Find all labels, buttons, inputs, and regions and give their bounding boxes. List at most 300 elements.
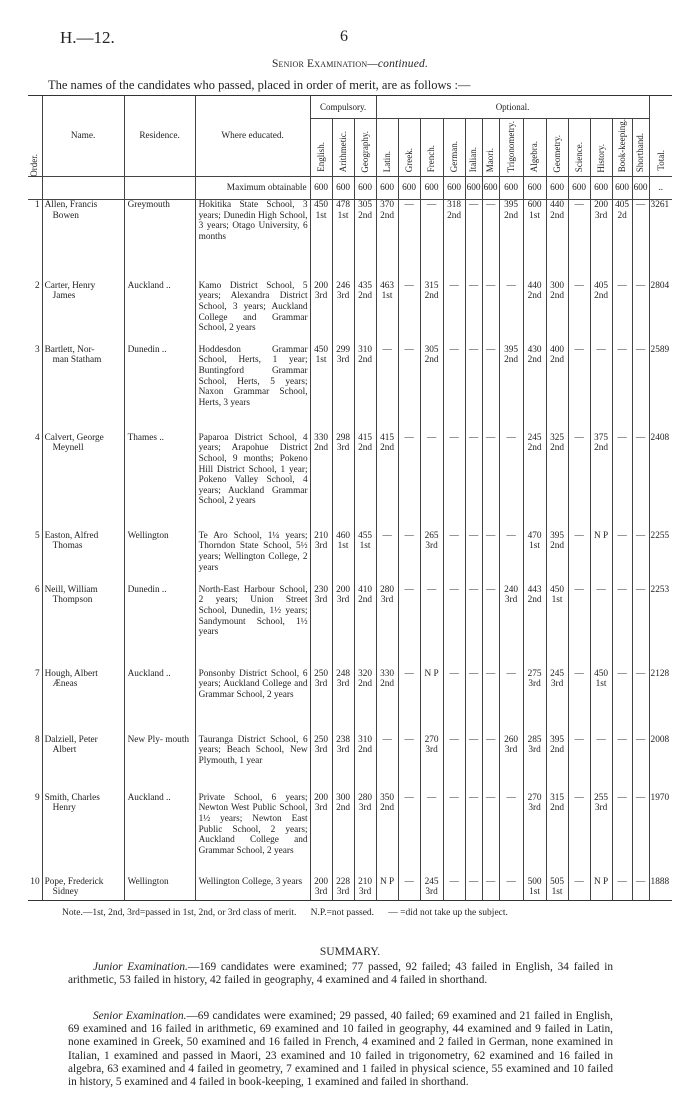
mark-score: — <box>382 734 392 745</box>
header-total: Total. <box>649 96 672 177</box>
max-value: 600 <box>568 177 590 200</box>
mark-score: — <box>596 584 606 595</box>
mark-score: — <box>485 280 496 291</box>
mark-score: — <box>574 280 584 291</box>
residence-cell: Greymouth <box>124 200 195 281</box>
mark-cell <box>568 345 590 433</box>
header-subject <box>590 119 612 177</box>
mark-score: 478 <box>336 200 351 211</box>
mark-cell <box>523 585 546 669</box>
mark-score: — <box>449 734 459 745</box>
mark-cell <box>376 735 398 793</box>
mark-cell <box>332 345 354 433</box>
mark-score: — <box>635 668 646 679</box>
summary-title: SUMMARY. <box>319 946 381 958</box>
mark-cell <box>398 433 420 531</box>
mark-cell <box>332 281 354 345</box>
section-name: Senior Examination <box>271 58 368 70</box>
mark-cell <box>465 531 482 585</box>
mark-class: 2nd <box>358 595 373 606</box>
mark-score: 200 <box>314 792 329 803</box>
name-line-2: Sidney <box>52 887 79 898</box>
mark-score: N P <box>379 876 395 887</box>
mark-cell <box>612 531 632 585</box>
mark-cell <box>443 793 465 877</box>
mark-cell <box>612 585 632 669</box>
mark-cell <box>465 281 482 345</box>
mark-cell <box>465 200 482 281</box>
mark-score: — <box>382 344 392 355</box>
mark-cell <box>398 345 420 433</box>
mark-score: 255 <box>594 792 609 803</box>
name-line-1: Calvert, George <box>44 432 104 443</box>
subject-label: Algebra. <box>529 141 540 173</box>
mark-score: 228 <box>336 876 351 887</box>
mark-cell <box>482 281 499 345</box>
mark-score: N P <box>593 530 609 541</box>
mark-score: — <box>404 668 414 679</box>
mark-score: — <box>485 344 496 355</box>
mark-cell <box>420 669 443 735</box>
mark-cell <box>376 877 398 901</box>
max-value: 600 <box>465 177 482 200</box>
header-subject <box>310 119 332 177</box>
mark-cell <box>420 877 443 901</box>
subject-label: Book-keeping. <box>616 119 627 173</box>
mark-class: 1st <box>529 210 541 221</box>
summary-senior <box>68 1010 613 1089</box>
mark-cell <box>482 200 499 281</box>
mark-class: 1st <box>551 595 563 606</box>
mark-cell <box>612 793 632 877</box>
where-educated-cell: Te Aro School, 1¼ years; Thorndon State School, 5½ years; Wellington College, 2 years <box>195 531 310 585</box>
total-cell: 2253 <box>649 585 672 669</box>
mark-score: 400 <box>550 344 565 355</box>
mark-cell <box>376 585 398 669</box>
mark-cell <box>482 345 499 433</box>
mark-cell <box>612 877 632 901</box>
mark-class: 2nd <box>358 443 373 454</box>
mark-cell <box>354 669 376 735</box>
mark-score: 246 <box>336 280 351 291</box>
max-value: 600 <box>523 177 546 200</box>
where-educated-cell: Paparoa District School, 4 years; Arapohue District School, 9 months; Pokeno Hill District School, 1 year; Pokeno Valley School, 4 years; Auckland Grammar School, 2 years <box>195 433 310 531</box>
mark-cell <box>499 669 523 735</box>
mark-score: — <box>596 734 606 745</box>
mark-score: — <box>506 876 516 887</box>
name-line-1: Dalziell, Peter <box>44 734 98 745</box>
mark-score: — <box>468 432 479 443</box>
mark-score: — <box>468 876 479 887</box>
mark-score: 395 <box>550 734 565 745</box>
mark-class: 1st <box>595 679 607 690</box>
mark-class: 3rd <box>594 803 608 814</box>
mark-score: 315 <box>550 792 565 803</box>
mark-cell <box>398 793 420 877</box>
mark-score: 370 <box>380 200 395 211</box>
intro-text: The names of the candidates who passed, placed in order of merit, are as follows :— <box>48 78 471 92</box>
page-number: 6 <box>340 28 348 45</box>
mark-cell <box>523 735 546 793</box>
table-row <box>28 735 672 793</box>
mark-class: 2nd <box>550 355 565 366</box>
mark-class: 2nd <box>358 355 373 366</box>
mark-cell <box>612 345 632 433</box>
mark-class: 3rd <box>594 210 608 221</box>
header-name: Name. <box>42 96 124 177</box>
mark-score: — <box>485 530 496 541</box>
mark-score: — <box>574 584 584 595</box>
mark-class: 3rd <box>314 679 328 690</box>
total-cell: 2589 <box>649 345 672 433</box>
mark-cell <box>590 735 612 793</box>
max-value: 600 <box>398 177 420 200</box>
subject-label: History. <box>595 143 606 173</box>
mark-class: 2nd <box>594 443 609 454</box>
mark-score: 315 <box>424 280 439 291</box>
mark-score: 245 <box>424 876 439 887</box>
name-cell <box>42 531 124 585</box>
mark-cell <box>568 735 590 793</box>
mark-class: 3rd <box>528 745 541 756</box>
mark-score: — <box>596 344 606 355</box>
residence-cell: Thames .. <box>124 433 195 531</box>
mark-score: 298 <box>336 432 351 443</box>
mark-cell <box>546 281 568 345</box>
mark-cell <box>465 669 482 735</box>
mark-score: — <box>404 876 414 887</box>
mark-score: — <box>404 530 414 541</box>
mark-score: — <box>485 200 496 211</box>
mark-cell <box>568 433 590 531</box>
section-continued: —continued. <box>367 58 429 70</box>
mark-cell <box>590 877 612 901</box>
mark-class: 2nd <box>314 443 329 454</box>
mark-class: 3rd <box>358 887 372 898</box>
mark-score: — <box>404 432 414 443</box>
mark-cell <box>354 433 376 531</box>
mark-cell <box>568 531 590 585</box>
mark-class: 3rd <box>550 679 564 690</box>
order-cell: 6 <box>34 584 40 595</box>
mark-cell <box>398 669 420 735</box>
mark-cell <box>568 793 590 877</box>
mark-cell <box>499 281 523 345</box>
mark-cell <box>420 281 443 345</box>
mark-cell <box>546 531 568 585</box>
mark-cell <box>546 433 568 531</box>
mark-cell <box>590 200 612 281</box>
mark-score: 463 <box>380 280 395 291</box>
mark-class: 3rd <box>336 745 350 756</box>
mark-score: 318 <box>447 200 462 211</box>
mark-class: 2nd <box>550 210 565 221</box>
header-subject <box>612 119 632 177</box>
mark-cell <box>310 433 332 531</box>
subject-label: Geography. <box>359 130 370 173</box>
mark-class: 2nd <box>380 803 395 814</box>
mark-class: 3rd <box>336 679 350 690</box>
mark-score: — <box>574 876 584 887</box>
mark-score: 210 <box>358 876 373 887</box>
header-residence: Residence. <box>124 96 195 177</box>
mark-score: 600 <box>527 200 542 211</box>
mark-class: 1st <box>337 210 349 221</box>
mark-score: 275 <box>527 668 542 679</box>
mark-cell <box>612 669 632 735</box>
residence-cell: Auckland .. <box>124 669 195 735</box>
mark-class: 2nd <box>380 210 395 221</box>
mark-cell <box>568 281 590 345</box>
mark-class: 2nd <box>504 210 519 221</box>
mark-cell <box>354 281 376 345</box>
name-line-2: Thompson <box>52 595 93 606</box>
mark-cell <box>482 531 499 585</box>
max-value: 600 <box>420 177 443 200</box>
mark-score: — <box>449 344 459 355</box>
max-value: 600 <box>376 177 398 200</box>
junior-text: —169 candidates were examined; 77 passed, 92 failed; 43 failed in English, 34 failed in arithmetic, 53 failed in history, 42 failed in geography, 4 examined and 4 failed in shorthand. <box>68 961 614 987</box>
mark-cell <box>376 669 398 735</box>
mark-score: — <box>468 734 479 745</box>
mark-cell <box>310 735 332 793</box>
where-educated-cell: Wellington College, 3 years <box>195 877 310 901</box>
mark-score: 210 <box>314 530 329 541</box>
mark-score: — <box>468 280 479 291</box>
where-educated-cell: North-East Harbour School, 2 years; Union Street School, Dunedin, 1½ years; Sandymount School, 1½ years <box>195 585 310 669</box>
mark-score: 470 <box>527 530 542 541</box>
table-row <box>28 200 672 281</box>
mark-score: 435 <box>358 280 373 291</box>
name-cell <box>42 281 124 345</box>
mark-score: 280 <box>380 584 395 595</box>
results-table <box>28 95 672 901</box>
mark-score: — <box>404 344 414 355</box>
mark-score: — <box>449 792 459 803</box>
name-line-2: Bowen <box>52 210 79 221</box>
header-order: Order. <box>28 96 42 177</box>
name-line-2: Albert <box>52 745 77 756</box>
mark-class: 2nd <box>594 291 609 302</box>
name-cell <box>42 345 124 433</box>
mark-cell <box>354 793 376 877</box>
mark-cell <box>499 877 523 901</box>
mark-cell <box>590 433 612 531</box>
mark-score: 395 <box>504 200 519 211</box>
mark-cell <box>310 669 332 735</box>
mark-score: 310 <box>358 344 373 355</box>
mark-score: — <box>617 792 627 803</box>
mark-cell <box>465 585 482 669</box>
mark-cell <box>465 735 482 793</box>
mark-class: 2nd <box>527 443 542 454</box>
table-row <box>28 345 672 433</box>
residence-cell: Auckland .. <box>124 793 195 877</box>
mark-score: — <box>617 668 627 679</box>
mark-cell <box>465 345 482 433</box>
mark-cell <box>632 793 649 877</box>
name-line-1: Carter, Henry <box>44 280 96 291</box>
mark-cell <box>376 345 398 433</box>
mark-class: 1st <box>315 355 327 366</box>
header-compulsory: Compulsory. <box>310 96 376 119</box>
where-educated-cell: Kamo District School, 5 years; Alexandra District School, 3 years; Auckland College and Grammar School, 2 years <box>195 281 310 345</box>
summary-junior <box>68 961 613 987</box>
mark-cell <box>332 669 354 735</box>
mark-score: — <box>485 876 496 887</box>
mark-cell <box>632 200 649 281</box>
mark-cell <box>354 585 376 669</box>
mark-cell <box>612 281 632 345</box>
mark-score: 230 <box>314 584 329 595</box>
name-line-2: man Statham <box>52 355 102 366</box>
mark-score: — <box>449 530 459 541</box>
mark-class: 2nd <box>380 679 395 690</box>
where-educated-cell: Hoddesdon Grammar School, Herts, 1 year; Buntingford Grammar School, Herts, 5 years; Naxon Grammar School, Herts, 3 years <box>195 345 310 433</box>
mark-score: — <box>468 792 479 803</box>
mark-cell <box>590 281 612 345</box>
mark-score: — <box>404 734 414 745</box>
mark-cell <box>443 281 465 345</box>
header-subject <box>632 119 649 177</box>
mark-cell <box>590 585 612 669</box>
residence-cell: Dunedin .. <box>124 585 195 669</box>
mark-score: 440 <box>527 280 542 291</box>
mark-score: N P <box>593 876 609 887</box>
name-line-2: Meynell <box>52 443 84 454</box>
mark-score: — <box>382 530 392 541</box>
mark-score: 300 <box>336 792 351 803</box>
mark-class: 1st <box>529 541 541 552</box>
mark-score: — <box>635 584 646 595</box>
mark-cell <box>482 735 499 793</box>
max-value: 600 <box>443 177 465 200</box>
mark-class: 3rd <box>336 291 350 302</box>
mark-score: 270 <box>424 734 439 745</box>
mark-cell <box>465 433 482 531</box>
mark-cell <box>443 345 465 433</box>
mark-score: — <box>468 344 479 355</box>
total-cell: 2128 <box>649 669 672 735</box>
mark-cell <box>523 669 546 735</box>
mark-score: 405 <box>615 200 630 211</box>
mark-score: 245 <box>527 432 542 443</box>
mark-cell <box>398 281 420 345</box>
mark-score: — <box>404 584 414 595</box>
mark-score: 200 <box>314 876 329 887</box>
mark-class: 2nd <box>550 803 565 814</box>
table-row <box>28 585 672 669</box>
mark-cell <box>310 877 332 901</box>
mark-score: — <box>426 792 437 803</box>
mark-class: 3rd <box>336 595 350 606</box>
mark-score: 455 <box>358 530 373 541</box>
mark-score: — <box>635 344 646 355</box>
mark-score: 250 <box>314 668 329 679</box>
total-cell: 3261 <box>649 200 672 281</box>
mark-cell <box>332 531 354 585</box>
mark-cell <box>443 531 465 585</box>
header-subject <box>398 119 420 177</box>
mark-cell <box>443 433 465 531</box>
mark-cell <box>482 877 499 901</box>
mark-score: — <box>449 432 459 443</box>
mark-cell <box>499 531 523 585</box>
name-cell <box>42 877 124 901</box>
subject-label: German. <box>448 141 459 173</box>
mark-class: 2nd <box>380 443 395 454</box>
max-obtainable-row <box>28 177 672 200</box>
mark-score: — <box>426 432 437 443</box>
subject-label: French. <box>426 145 437 173</box>
mark-score: — <box>449 668 459 679</box>
residence-cell: Wellington <box>124 531 195 585</box>
mark-cell <box>420 735 443 793</box>
mark-score: — <box>635 792 646 803</box>
subject-label: Arithmetic. <box>337 131 348 173</box>
mark-cell <box>632 669 649 735</box>
mark-cell <box>612 200 632 281</box>
mark-score: 450 <box>594 668 609 679</box>
mark-cell <box>376 200 398 281</box>
mark-score: — <box>574 668 584 679</box>
mark-score: 350 <box>380 792 395 803</box>
mark-score: — <box>574 344 584 355</box>
mark-score: 305 <box>424 344 439 355</box>
mark-score: 250 <box>314 734 329 745</box>
header-subject <box>376 119 398 177</box>
residence-cell: Auckland .. <box>124 281 195 345</box>
mark-cell <box>332 433 354 531</box>
table-row <box>28 669 672 735</box>
mark-cell <box>632 531 649 585</box>
name-line-1: Hough, Albert <box>44 668 98 679</box>
mark-cell <box>568 877 590 901</box>
mark-cell <box>482 585 499 669</box>
mark-score: 440 <box>550 200 565 211</box>
mark-cell <box>443 735 465 793</box>
mark-score: 305 <box>358 200 373 211</box>
mark-cell <box>546 585 568 669</box>
mark-score: — <box>635 876 646 887</box>
mark-score: — <box>506 792 516 803</box>
mark-class: 3rd <box>314 291 328 302</box>
mark-class: 3rd <box>314 803 328 814</box>
mark-score: 505 <box>550 876 565 887</box>
mark-score: — <box>426 584 437 595</box>
where-educated-cell: Tauranga District School, 6 years; Beach School, New Plymouth, 1 year <box>195 735 310 793</box>
mark-class: 3rd <box>504 745 518 756</box>
mark-score: 299 <box>336 344 351 355</box>
mark-cell <box>354 735 376 793</box>
name-line-1: Smith, Charles <box>44 792 100 803</box>
mark-score: 460 <box>336 530 351 541</box>
order-cell: 5 <box>34 530 40 541</box>
mark-score: 248 <box>336 668 351 679</box>
mark-class: 1st <box>529 887 541 898</box>
mark-score: 395 <box>504 344 519 355</box>
total-cell: 2408 <box>649 433 672 531</box>
table-row <box>28 793 672 877</box>
mark-cell <box>632 877 649 901</box>
mark-cell <box>482 793 499 877</box>
header-subject <box>354 119 376 177</box>
table-row <box>28 281 672 345</box>
mark-cell <box>310 200 332 281</box>
mark-score: 200 <box>594 200 609 211</box>
mark-cell <box>499 345 523 433</box>
mark-class: 1st <box>381 291 393 302</box>
